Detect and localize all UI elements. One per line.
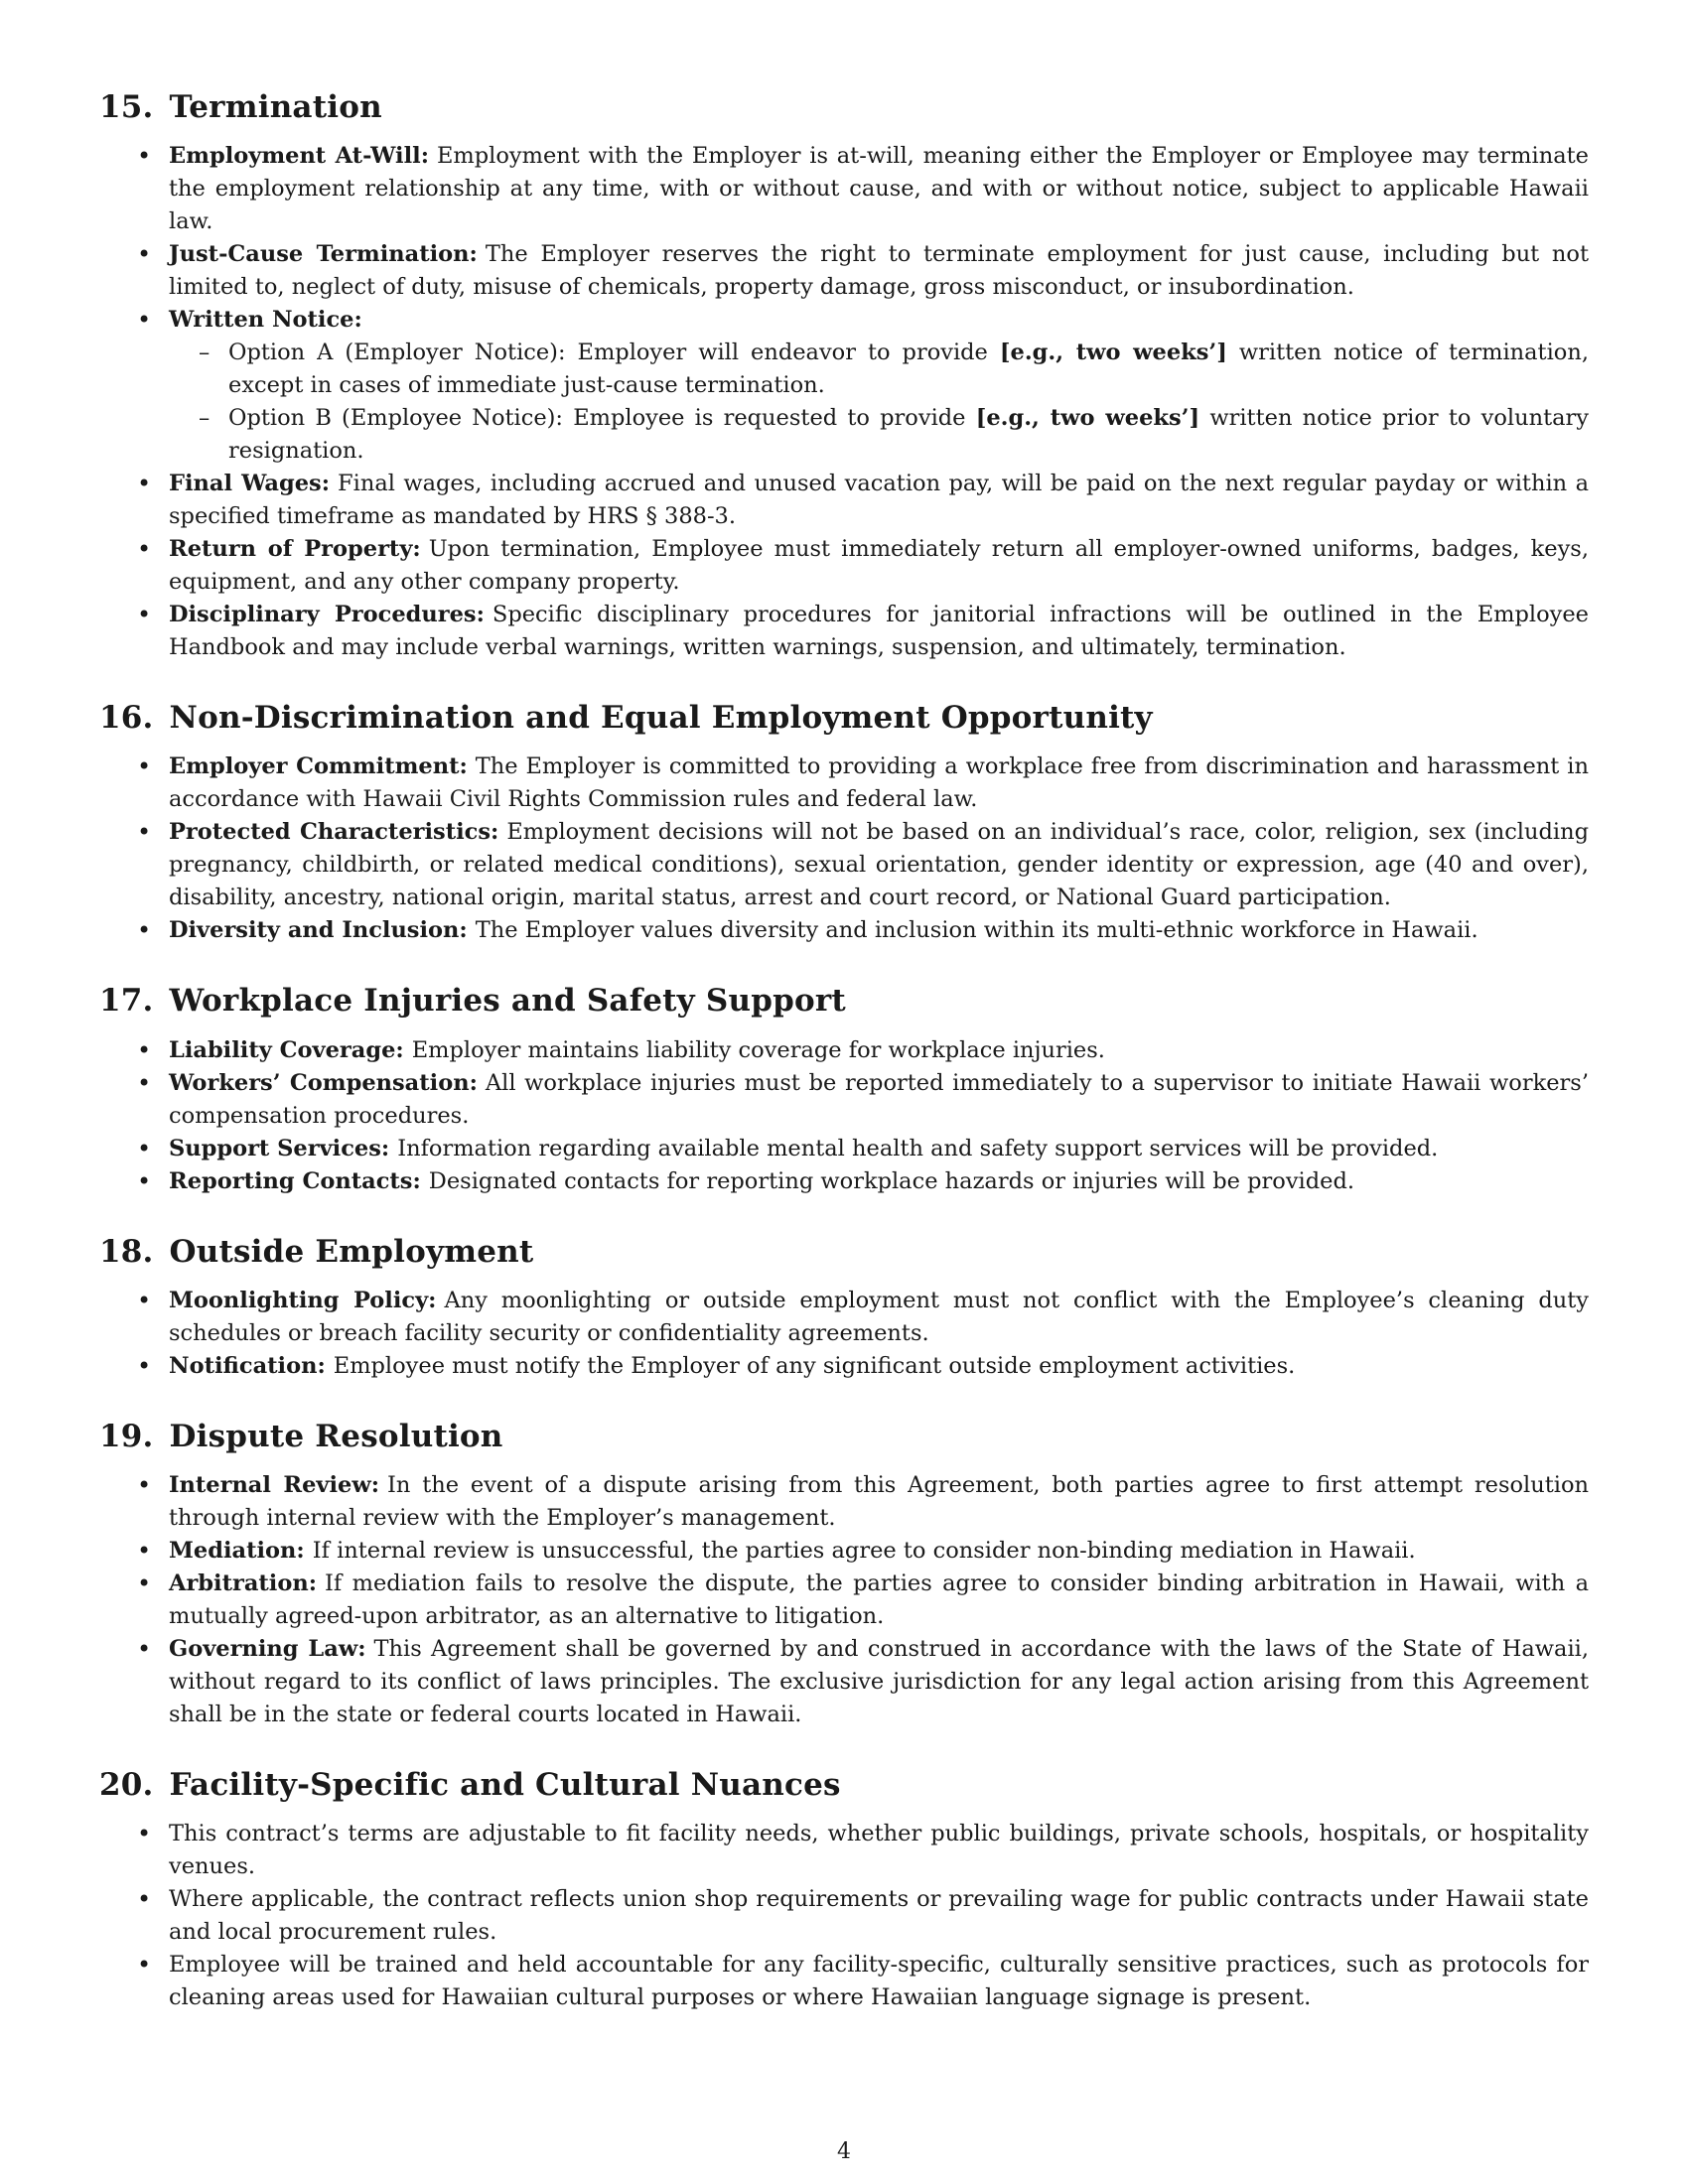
item-text: The Employer values diversity and inclusion within its multi-ethnic workforce in Hawaii. [475,917,1478,944]
item-text: The Employer reserves the right to terminate employment for just cause, including but not limited to, neglect of duty, misuse of chemicals, property damage, gross misconduct, or insubordination. [169,241,1589,301]
list-item [99,1568,1589,1633]
sub-item-bold: [e.g., two weeks’] [999,340,1227,366]
item-lead: Final Wages: [169,471,331,497]
list-item [99,238,1589,304]
item-lead: Support Services: [169,1135,390,1161]
section-number: 20. [99,1766,154,1803]
section-heading [99,700,1589,737]
list-item [99,1034,1589,1067]
item-text: This contract’s terms are adjustable to fit facility needs, whether public buildings, private schools, hospitals, or hospitality venues. [169,1821,1589,1880]
list-item [99,533,1589,599]
section-number: 16. [99,700,154,737]
item-text: Employee must notify the Employer of any significant outside employment activities. [333,1352,1296,1379]
item-text: Employer maintains liability coverage for workplace injuries. [411,1036,1105,1063]
item-text: In the event of a dispute arising from this Agreement, both parties agree to first attempt resolution through internal review with the Employer’s management. [169,1471,1590,1531]
list-item [99,1133,1589,1165]
item-lead: Return of Property: [169,536,421,563]
item-text: Specific disciplinary procedures for janitorial infractions will be outlined in the Employee Handbook and may include verbal warnings, written warnings, suspension, and ultimately, termination. [169,602,1589,661]
item-text: Any moonlighting or outside employment must not conflict with the Employee’s cleaning duty schedules or breach facility security or confidentiality agreements. [169,1287,1589,1346]
list-item [99,751,1589,816]
item-lead: Employer Commitment: [169,753,468,780]
item-lead: Governing Law: [169,1635,366,1662]
list-item [99,140,1589,238]
list-item [99,1949,1589,2014]
section-termination [99,89,1589,664]
document-content [99,89,1589,2050]
item-text: If internal review is unsuccessful, the parties agree to consider non-binding mediation in Hawaii. [312,1537,1416,1564]
item-lead: Reporting Contacts: [169,1167,421,1194]
section-heading [99,1419,1589,1455]
section-non-discrimination [99,700,1589,947]
list-item [99,1285,1589,1350]
section-heading [99,1234,1589,1271]
section-number: 19. [99,1418,154,1454]
section-facility-specific [99,1767,1589,2014]
section-title: Dispute Resolution [169,1418,503,1454]
item-text: This Agreement shall be governed by and construed in accordance with the laws of the State of Hawaii, without regard to its conflict of laws principles. The exclusive jurisdiction for any legal action arising from this Agreement shall be in the state or federal courts located in Hawaii. [169,1635,1589,1727]
item-text: Where applicable, the contract reflects union shop requirements or prevailing wage for public contracts under Hawaii state and local procurement rules. [169,1886,1589,1946]
item-lead: Liability Coverage: [169,1036,404,1063]
list-item [99,1469,1589,1535]
item-lead: Workers’ Compensation: [169,1069,478,1096]
bullet-list [99,1034,1589,1198]
list-item [99,1883,1589,1949]
page-number: 4 [837,2139,851,2164]
sub-item-bold: [e.g., two weeks’] [975,405,1200,432]
sub-item-text: written notice of termination, except in cases of immediate just-cause termination. [228,340,1589,399]
item-lead: Written Notice: [169,307,362,334]
list-item [99,468,1589,533]
item-lead: Employment At-Will: [169,143,429,170]
bullet-list [99,1469,1589,1731]
item-text: If mediation fails to resolve the dispute, the parties agree to consider binding arbitration in Hawaii, with a mutually agreed-upon arbitrator, as an alternative to litigation. [169,1570,1589,1629]
list-item [99,1067,1589,1133]
list-item [99,816,1589,914]
item-lead: Just-Cause Termination: [169,241,478,268]
section-number: 15. [99,89,154,125]
section-number: 17. [99,983,154,1020]
section-heading [99,983,1589,1020]
bullet-list [99,1285,1589,1383]
item-text: Employment decisions will not be based on an individual’s race, color, religion, sex (including pregnancy, childbirth, or related medical conditions), sexual orientation, gender identity or expression, age (40 and over), disability, ancestry, national origin, marital status, arrest and court record, or National Guard participation. [169,819,1589,911]
item-text: Employee will be trained and held accountable for any facility-specific, culturally sensitive practices, such as protocols for cleaning areas used for Hawaiian cultural purposes or where Hawaiian language signage is present. [169,1952,1589,2011]
item-text: Upon termination, Employee must immediately return all employer-owned uniforms, badges, keys, equipment, and any other company property. [169,536,1589,596]
item-lead: Protected Characteristics: [169,819,499,846]
item-lead: Arbitration: [169,1570,318,1596]
item-lead: Notification: [169,1352,326,1379]
list-item [99,1633,1589,1731]
section-title: Outside Employment [169,1233,534,1270]
section-dispute-resolution [99,1419,1589,1731]
list-item [99,1535,1589,1568]
bullet-list [99,140,1589,664]
list-item [99,1165,1589,1198]
section-outside-employment [99,1234,1589,1383]
sub-item-text: Option B (Employee Notice): Employee is requested to provide [228,405,976,432]
sub-item-text: Option A (Employer Notice): Employer will endeavor to provide [228,340,1000,366]
sub-list [169,337,1589,468]
sub-item-text: written notice prior to voluntary resignation. [228,405,1590,465]
item-text: Designated contacts for reporting workplace hazards or injuries will be provided. [428,1167,1355,1194]
bullet-list [99,1818,1589,2014]
list-item [99,304,1589,468]
section-title: Non-Discrimination and Equal Employment Opportunity [169,700,1153,737]
item-text: Employment with the Employer is at-will, meaning either the Employer or Employee may terminate the employment relationship at any time, with or without cause, and with or without notice, subject to applicable Hawaii law. [169,143,1589,235]
section-title: Workplace Injuries and Safety Support [169,983,846,1020]
list-item [99,914,1589,947]
sub-list-item [169,337,1589,402]
item-lead: Mediation: [169,1537,305,1564]
section-heading [99,89,1589,126]
item-lead: Diversity and Inclusion: [169,917,468,944]
item-text: Final wages, including accrued and unused vacation pay, will be paid on the next regular payday or within a specified timeframe as mandated by HRS § 388-3. [169,471,1589,530]
section-number: 18. [99,1233,154,1270]
section-heading [99,1767,1589,1804]
section-title: Termination [169,89,382,125]
item-text: The Employer is committed to providing a workplace free from discrimination and harassment in accordance with Hawaii Civil Rights Commission rules and federal law. [169,753,1589,813]
item-lead: Moonlighting Policy: [169,1287,437,1313]
item-lead: Disciplinary Procedures: [169,602,485,628]
item-text: Information regarding available mental health and safety support services will be provided. [397,1135,1439,1161]
bullet-list [99,751,1589,947]
item-text: All workplace injuries must be reported immediately to a supervisor to initiate Hawaii workers’ compensation procedures. [169,1069,1589,1129]
item-lead: Internal Review: [169,1471,380,1498]
sub-list-item [169,402,1589,468]
list-item [99,1818,1589,1883]
section-title: Facility-Specific and Cultural Nuances [169,1766,841,1803]
list-item [99,599,1589,664]
section-workplace-injuries [99,983,1589,1197]
list-item [99,1350,1589,1383]
